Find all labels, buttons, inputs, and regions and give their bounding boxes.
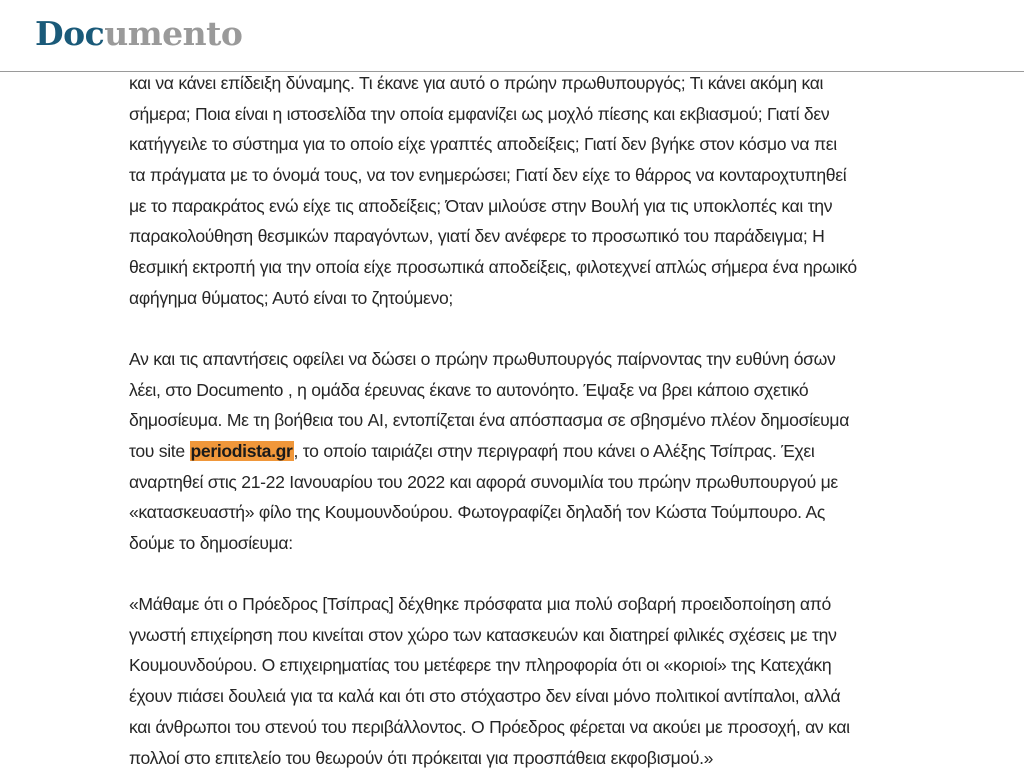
text-line: με το παρακράτος ενώ είχε τις αποδείξεις; Όταν μιλούσε στην Βουλή για τις υποκλοπές και την xyxy=(129,195,833,216)
text-line: σήμερα; Ποια είναι η ιστοσελίδα την οποία εμφανίζει ως μοχλό πίεσης και εκβιασμού; Γιατί δεν xyxy=(129,103,830,124)
paragraph-spacer xyxy=(129,314,979,344)
logo-secondary-text: umento xyxy=(104,14,243,53)
article-body xyxy=(129,68,979,773)
text-line: παρακολούθηση θεσμικών παραγόντων, γιατί δεν ανέφερε το προσωπικό του παράδειγμα; Η xyxy=(129,226,825,247)
quote-line: και άνθρωποι του στενού του περιβάλλοντος. Ο Πρόεδρος φέρεται να ακούει με προσοχή, αν και xyxy=(129,716,850,737)
quote-line: Κουμουνδούρου. Ο επιχειρηματίας του μετέφερε την πληροφορία ότι οι «κοριοί» της Κατεχάκη xyxy=(129,655,832,676)
quote-line: έχουν πιάσει δουλειά για τα καλά και ότι στο στόχαστρο δεν είναι μόνο πολιτικοί αντίπαλοι, αλλά xyxy=(129,686,841,707)
paragraph-2 xyxy=(129,344,979,559)
text-fragment: , το οποίο ταιριάζει στην περιγραφή που κάνει ο Αλέξης Τσίπρας. Έχει xyxy=(293,440,815,461)
text-line: αφήγημα θύματος; Αυτό είναι το ζητούμενο; xyxy=(129,287,453,308)
paragraph-spacer xyxy=(129,559,979,589)
text-line-with-link xyxy=(129,436,979,467)
paragraph-1 xyxy=(129,68,979,314)
logo-primary-text: Doc xyxy=(35,14,105,53)
text-fragment: του site xyxy=(129,440,190,461)
source-link-periodista[interactable]: periodista.gr xyxy=(190,440,293,461)
quote-paragraph xyxy=(129,589,979,773)
text-line: «κατασκευαστή» φίλο της Κουμουνδούρου. Φωτογραφίζει δηλαδή τον Κώστα Τούμπουρο. Ας xyxy=(129,502,825,523)
text-line: κατήγγειλε το σύστημα για το οποίο είχε γραπτές αποδείξεις; Γιατί δεν βγήκε στον κόσμο να πει xyxy=(129,134,837,155)
text-line: θεσμική εκτροπή για την οποία είχε προσωπικά αποδείξεις, φιλοτεχνεί απλώς σήμερα ένα ηρωικό xyxy=(129,257,857,278)
text-line: αναρτηθεί στις 21-22 Ιανουαρίου του 2022 και αφορά συνομιλία του πρώην πρωθυπουργού με xyxy=(129,471,838,492)
text-line: τα πράγματα με το όνομά τους, να τον ενημερώσει; Γιατί δεν είχε το θάρρος να κονταροχτυπηθεί xyxy=(129,165,847,186)
text-line: δημοσίευμα. Με τη βοήθεια του AI, εντοπίζεται ένα απόσπασμα σε σβησμένο πλέον δημοσίευμα xyxy=(129,410,850,431)
quote-line: γνωστή επιχείρηση που κινείται στον χώρο των κατασκευών και διατηρεί φιλικές σχέσεις με την xyxy=(129,624,837,645)
site-logo[interactable] xyxy=(35,12,242,56)
quote-line: πολλοί στο επιτελείο του θεωρούν ότι πρόκειται για προσπάθεια εκφοβισμού.» xyxy=(129,747,714,768)
text-line: Αν και τις απαντήσεις οφείλει να δώσει ο πρώην πρωθυπουργός παίρνοντας την ευθύνη όσων xyxy=(129,348,836,369)
quote-line: «Μάθαμε ότι ο Πρόεδρος [Τσίπρας] δέχθηκε πρόσφατα μια πολύ σοβαρή προειδοποίηση από xyxy=(129,594,831,615)
text-line: λέει, στο Documento , η ομάδα έρευνας έκανε το αυτονόητο. Έψαξε να βρει κάποιο σχετικό xyxy=(129,379,809,400)
text-line: δούμε το δημοσίευμα: xyxy=(129,533,293,554)
text-line: και να κάνει επίδειξη δύναμης. Τι έκανε για αυτό ο πρώην πρωθυπουργός; Τι κάνει ακόμη και xyxy=(129,73,824,93)
site-header xyxy=(0,0,1024,72)
